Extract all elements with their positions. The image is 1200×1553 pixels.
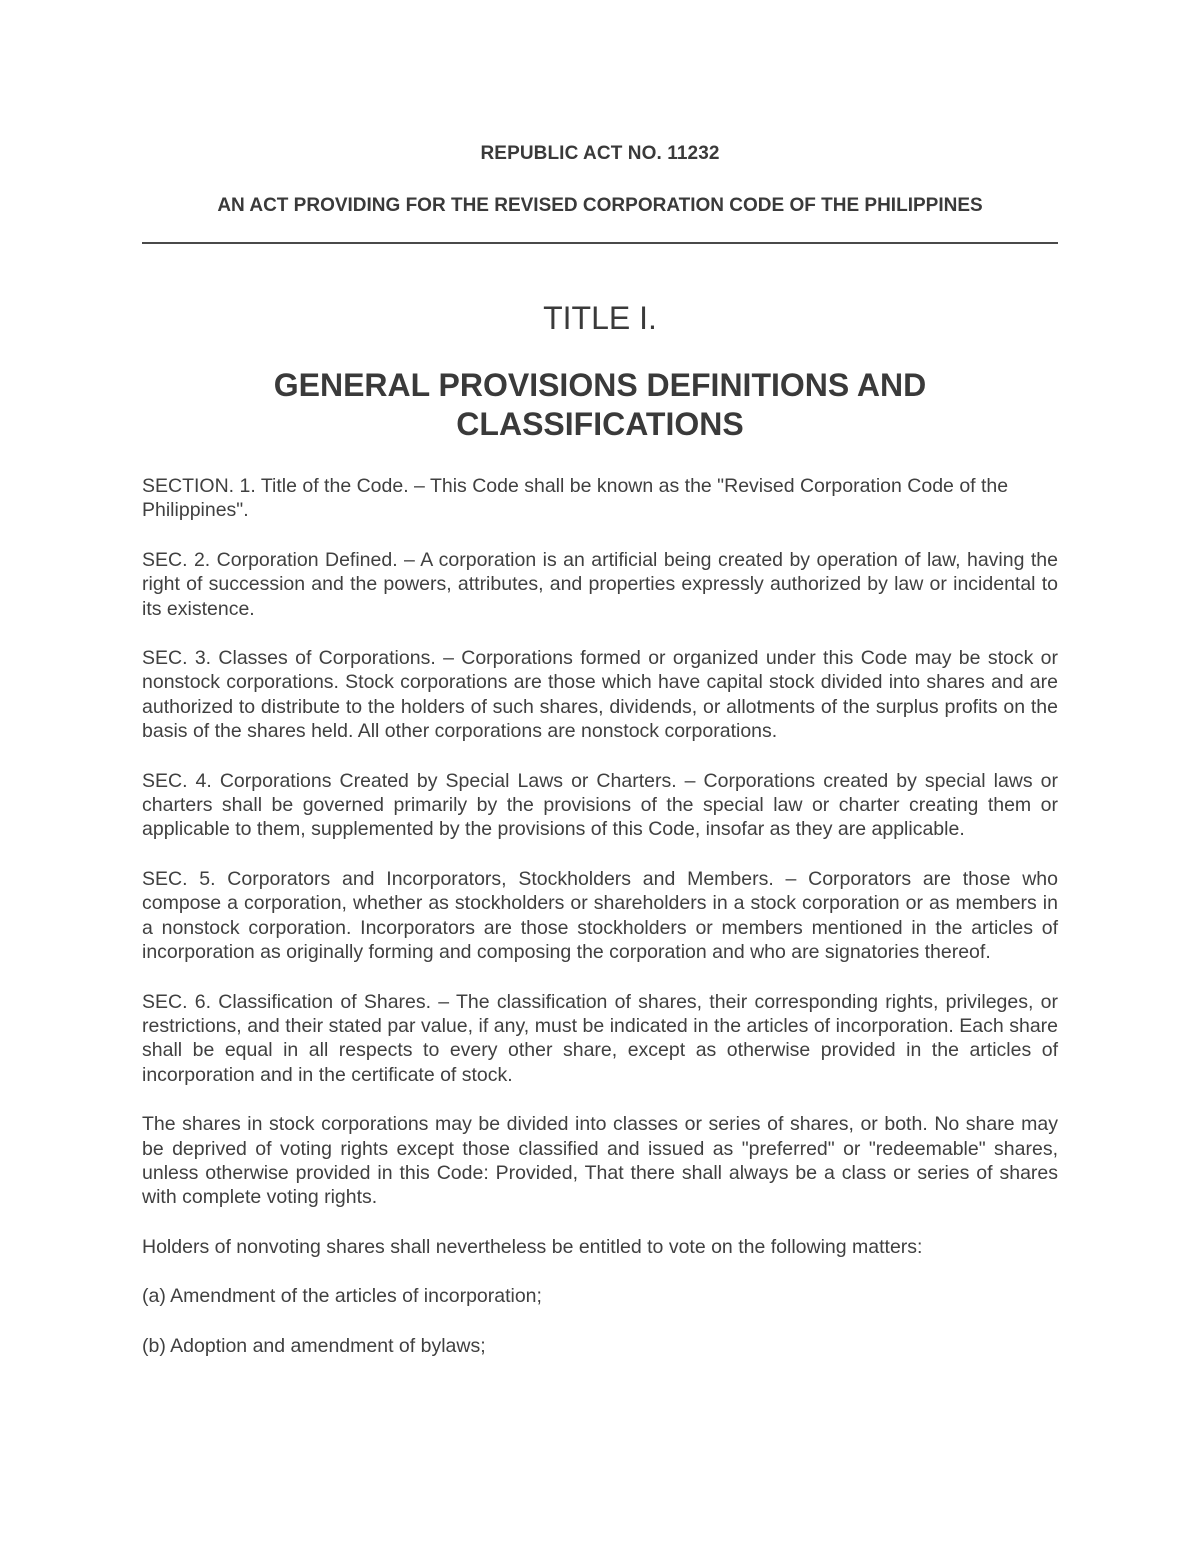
act-title: AN ACT PROVIDING FOR THE REVISED CORPORATION CODE OF THE PHILIPPINES xyxy=(217,195,983,216)
section-4: SEC. 4. Corporations Created by Special Laws or Charters. – Corporations created by special laws or charters shall be governed primarily by the provisions of the special law or charter creating them or applicable to them, supplemented by the provisions of this Code, insofar as they are applicable. xyxy=(142,769,1058,841)
section-6-paragraph-2: The shares in stock corporations may be divided into classes or series of shares, or both. No share may be deprived of voting rights except those classified and issued as "preferred" or "redeemable" shares, unless otherwise provided in this Code: Provided, That there shall always be a class or series of shares with complete voting rights. xyxy=(142,1113,1058,1209)
act-number: REPUBLIC ACT NO. 11232 xyxy=(480,143,720,164)
list-item-b: (b) Adoption and amendment of bylaws; xyxy=(142,1334,486,1357)
title-subheading: GENERAL PROVISIONS DEFINITIONS AND CLASSIFICATIONS xyxy=(273,367,927,442)
title-heading: TITLE I. xyxy=(543,300,657,336)
section-2: SEC. 2. Corporation Defined. – A corporation is an artificial being created by operation of law, having the right of succession and the powers, attributes, and properties expressly authorized by law or incidental to its existence. xyxy=(142,548,1058,620)
section-1: SECTION. 1. Title of the Code. – This Code shall be known as the "Revised Corporation Code of the Philippines". xyxy=(142,475,1009,522)
section-6: SEC. 6. Classification of Shares. – The classification of shares, their corresponding rights, privileges, or restrictions, and their stated par value, if any, must be indicated in the articles of incorporation. Each share shall be equal in all respects to every other share, except as otherwise provided in the articles of incorporation and in the certificate of stock. xyxy=(142,990,1058,1086)
section-5: SEC. 5. Corporators and Incorporators, Stockholders and Members. – Corporators are those who compose a corporation, whether as stockholders or shareholders in a stock corporation or as members in a nonstock corporation. Incorporators are those stockholders or members mentioned in the articles of incorporation as originally forming and composing the corporation and who are signatories thereof. xyxy=(142,867,1058,964)
section-6-paragraph-3: Holders of nonvoting shares shall nevertheless be entitled to vote on the following matters: xyxy=(142,1235,923,1258)
section-3: SEC. 3. Classes of Corporations. – Corporations formed or organized under this Code may be stock or nonstock corporations. Stock corporations are those which have capital stock divided into shares and are authorized to distribute to the holders of such shares, dividends, or allotments of the surplus profits on the basis of the shares held. All other corporations are nonstock corporations. xyxy=(142,647,1058,743)
list-item-a: (a) Amendment of the articles of incorporation; xyxy=(142,1285,542,1308)
document-body xyxy=(142,474,1058,1383)
header-divider xyxy=(142,242,1058,244)
